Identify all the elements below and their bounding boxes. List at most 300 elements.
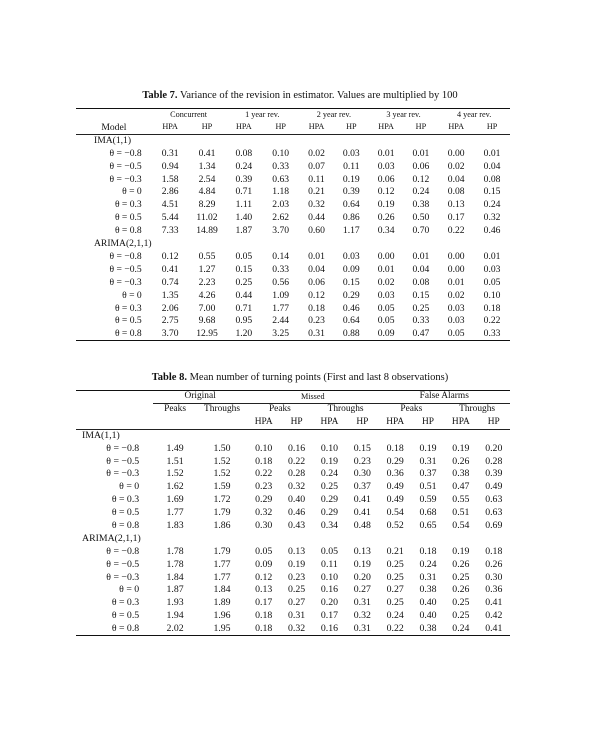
- table8-cell: 0.16: [320, 584, 339, 596]
- table7-cell: 0.03: [483, 263, 501, 275]
- table-row: [76, 468, 510, 481]
- table8-cell: 1.93: [166, 597, 184, 609]
- table8-cell: 1.72: [213, 494, 231, 506]
- table8-cell: 0.40: [419, 597, 437, 609]
- table8-title: Mean number of turning points (First and last 8 observations): [189, 372, 449, 383]
- table7-sub-header: HP: [346, 122, 357, 132]
- table-row: [76, 507, 510, 520]
- table8-cell: 0.68: [419, 507, 437, 519]
- table8-mid-header: Throughs: [327, 404, 364, 415]
- table7-cell: 1.20: [235, 328, 253, 340]
- table8-cell: 0.29: [320, 507, 339, 519]
- table8-cell: 0.47: [452, 481, 470, 493]
- table7-theta-label: θ = 0.8: [114, 328, 142, 340]
- table7-cell: 0.03: [447, 302, 465, 314]
- table8-cell: 1.51: [166, 455, 184, 467]
- table8-cell: 0.10: [255, 442, 273, 454]
- table8-sub-header: HP: [290, 416, 303, 427]
- table8-cell: 1.94: [166, 610, 184, 622]
- table8-cell: 0.16: [288, 442, 306, 454]
- table8-cell: 0.22: [386, 622, 404, 634]
- table7-cell: 0.02: [447, 160, 465, 172]
- table7-cell: 2.06: [161, 302, 179, 314]
- table7-theta-label: θ = 0.5: [114, 212, 142, 224]
- table8-cell: 0.18: [386, 442, 404, 454]
- table7-cell: 0.15: [483, 186, 501, 198]
- table7-sub-header: HPA: [236, 122, 252, 132]
- table7-cell: 2.03: [272, 199, 290, 211]
- table-row: [76, 481, 510, 494]
- table-row: [76, 519, 510, 532]
- table8-sub-header: HPA: [386, 416, 405, 427]
- table7-theta-label: θ = −0.5: [109, 263, 142, 275]
- table8-cell: 1.77: [166, 507, 184, 519]
- table8-theta-label: θ = −0.5: [106, 558, 140, 570]
- table-row: [76, 442, 510, 455]
- table7-cell: 0.08: [483, 173, 501, 185]
- table7-cell: 0.55: [198, 250, 216, 262]
- table8-cell: 0.31: [288, 610, 306, 622]
- table7-cell: 0.12: [377, 186, 395, 198]
- table8-cell: 1.52: [166, 468, 184, 480]
- table7-label: Table 7.: [142, 90, 178, 101]
- table7-cell: 0.12: [308, 289, 325, 301]
- table7-group-row: [76, 237, 510, 250]
- table7-cell: 0.00: [377, 250, 395, 262]
- table-row: [76, 455, 510, 468]
- table8-cell: 0.38: [419, 584, 437, 596]
- table8-model-label: ARIMA(2,1,1): [82, 532, 141, 544]
- table7-cell: 0.02: [377, 276, 395, 288]
- table7-cell: 0.29: [342, 289, 360, 301]
- table8-cell: 0.19: [288, 558, 306, 570]
- table8-cell: 0.19: [320, 455, 339, 467]
- table8-cell: 0.31: [419, 455, 437, 467]
- table7-cell: 0.41: [198, 147, 216, 159]
- table8-cell: 0.30: [485, 571, 503, 583]
- table7-cell: 7.00: [198, 302, 216, 314]
- table7-group-header: Concurrent: [170, 110, 207, 120]
- table7-group-header: 3 year rev.: [386, 110, 421, 120]
- table8-theta-label: θ = −0.3: [106, 468, 140, 480]
- table8-theta-label: θ = 0: [119, 481, 140, 493]
- table7-cell: 0.08: [447, 186, 465, 198]
- table8-cell: 0.36: [386, 468, 404, 480]
- table-row: [76, 597, 510, 610]
- table8-cell: 0.37: [419, 468, 437, 480]
- table7-group-row: [76, 134, 510, 147]
- table7-theta-label: θ = −0.8: [109, 250, 142, 262]
- table8: [76, 390, 510, 636]
- table7-cell: 0.56: [272, 276, 290, 288]
- table7-cell: 5.44: [161, 212, 179, 224]
- table7-cell: 0.33: [412, 315, 430, 327]
- table8-group-header: False Alarms: [378, 391, 510, 404]
- table8-cell: 1.89: [213, 597, 231, 609]
- table7-cell: 0.22: [447, 225, 465, 237]
- table8-cell: 1.52: [213, 468, 231, 480]
- table-row: [76, 610, 510, 623]
- table8-cell: 0.40: [419, 610, 437, 622]
- table8-cell: 0.11: [321, 558, 338, 570]
- table8-cell: 0.09: [255, 558, 273, 570]
- table7-cell: 12.95: [196, 328, 218, 340]
- table8-cell: 0.55: [452, 494, 470, 506]
- table7-cell: 0.03: [342, 250, 360, 262]
- table7: [76, 108, 510, 341]
- table7-cell: 0.09: [377, 328, 395, 340]
- table7-cell: 0.01: [412, 147, 430, 159]
- table-row: [76, 328, 510, 341]
- table7-cell: 0.08: [235, 147, 253, 159]
- table8-cell: 1.78: [166, 558, 184, 570]
- table8-cell: 0.24: [419, 558, 437, 570]
- table8-cell: 1.86: [213, 519, 231, 531]
- table8-cell: 1.49: [166, 442, 184, 454]
- table7-theta-label: θ = −0.3: [109, 173, 142, 185]
- table7-cell: 0.64: [342, 199, 360, 211]
- table7-model-label: ARIMA(2,1,1): [94, 238, 152, 250]
- table8-sub-header: HP: [487, 416, 500, 427]
- table7-cell: 4.84: [198, 186, 216, 198]
- table7-cell: 4.26: [198, 289, 216, 301]
- table8-cell: 1.69: [166, 494, 184, 506]
- table7-cell: 0.63: [272, 173, 290, 185]
- table8-cell: 0.18: [485, 545, 503, 557]
- table7-cell: 2.75: [161, 315, 179, 327]
- table8-group-row: [76, 532, 510, 545]
- table7-cell: 1.35: [161, 289, 179, 301]
- table8-cell: 0.25: [452, 610, 470, 622]
- table8-theta-label: θ = −0.5: [106, 455, 140, 467]
- table8-cell: 0.23: [288, 571, 306, 583]
- table7-cell: 0.94: [161, 160, 179, 172]
- table8-mid-header: Throughs: [204, 404, 240, 415]
- table7-sub-header: HPA: [308, 122, 325, 132]
- table8-cell: 0.25: [386, 571, 404, 583]
- table7-theta-label: θ = −0.3: [109, 276, 142, 288]
- table-row: [76, 186, 510, 199]
- table-row: [76, 250, 510, 263]
- table7-title: Variance of the revision in estimator. Values are multiplied by 100: [179, 90, 458, 101]
- table7-cell: 0.05: [377, 302, 395, 314]
- table8-cell: 0.18: [255, 610, 273, 622]
- table7-cell: 0.31: [308, 328, 325, 340]
- table8-cell: 1.79: [213, 545, 231, 557]
- table7-sub-header: HPA: [448, 122, 465, 132]
- table-row: [76, 225, 510, 238]
- table7-cell: 0.00: [447, 250, 465, 262]
- table-row: [76, 623, 510, 636]
- table8-cell: 0.54: [386, 507, 404, 519]
- table8-cell: 0.13: [353, 545, 371, 557]
- table8-mid-header: Peaks: [268, 404, 291, 415]
- table8-cell: 0.51: [419, 481, 437, 493]
- table8-cell: 0.41: [485, 597, 503, 609]
- table8-theta-label: θ = 0.8: [111, 622, 140, 634]
- table8-cell: 0.37: [353, 481, 371, 493]
- table7-cell: 1.87: [235, 225, 253, 237]
- table8-cell: 1.79: [213, 507, 231, 519]
- table8-cell: 1.83: [166, 519, 184, 531]
- table7-cell: 0.14: [272, 250, 290, 262]
- table8-group-row: [76, 429, 510, 442]
- table8-cell: 0.43: [288, 519, 306, 531]
- table7-cell: 0.44: [308, 212, 325, 224]
- table7-cell: 2.44: [272, 315, 290, 327]
- table7-cell: 1.09: [272, 289, 290, 301]
- table-row: [76, 494, 510, 507]
- table8-cell: 0.49: [485, 481, 503, 493]
- table7-cell: 0.15: [342, 276, 360, 288]
- table7-cell: 0.06: [377, 173, 395, 185]
- table8-cell: 0.40: [288, 494, 306, 506]
- table7-cell: 0.06: [308, 276, 325, 288]
- table8-theta-label: θ = 0.5: [111, 507, 140, 519]
- table7-cell: 0.22: [483, 315, 501, 327]
- table8-cell: 0.23: [255, 481, 273, 493]
- table8-cell: 0.20: [320, 597, 339, 609]
- table7-cell: 0.64: [342, 315, 360, 327]
- table8-cell: 0.25: [386, 558, 404, 570]
- table8-cell: 0.49: [386, 494, 404, 506]
- table8-cell: 0.31: [353, 622, 371, 634]
- table7-cell: 0.21: [308, 186, 325, 198]
- table7-cell: 0.71: [235, 302, 253, 314]
- table8-theta-label: θ = 0.8: [111, 519, 140, 531]
- table8-model-label: IMA(1,1): [82, 429, 120, 441]
- table7-sub-header: HP: [275, 122, 286, 132]
- table7-cell: 0.01: [308, 250, 325, 262]
- table8-cell: 0.51: [452, 507, 470, 519]
- table8-sub-header: HP: [356, 416, 369, 427]
- table-row: [76, 571, 510, 584]
- table7-cell: 0.18: [483, 302, 501, 314]
- table7-theta-label: θ = 0.5: [114, 315, 142, 327]
- table8-cell: 0.19: [419, 442, 437, 454]
- table8-cell: 0.22: [255, 468, 273, 480]
- table8-cell: 0.22: [288, 455, 306, 467]
- table7-cell: 0.11: [343, 160, 360, 172]
- table8-cell: 0.26: [452, 558, 470, 570]
- table8-caption: [0, 372, 600, 383]
- table7-theta-label: θ = 0.8: [114, 225, 142, 237]
- table8-cell: 0.41: [353, 494, 371, 506]
- table8-cell: 2.02: [166, 622, 184, 634]
- table7-group-header: 2 year rev.: [316, 110, 352, 120]
- table8-cell: 0.27: [288, 597, 306, 609]
- table8-cell: 0.25: [452, 597, 470, 609]
- table7-sub-header: HPA: [162, 122, 178, 132]
- table8-cell: 0.36: [485, 584, 503, 596]
- table7-cell: 0.05: [377, 315, 395, 327]
- table8-cell: 0.26: [485, 558, 503, 570]
- table8-cell: 0.52: [386, 519, 404, 531]
- table8-sub-header: HPA: [451, 416, 470, 427]
- table7-cell: 0.02: [447, 289, 465, 301]
- table7-cell: 0.03: [342, 147, 360, 159]
- table7-theta-label: θ = 0.3: [114, 199, 142, 211]
- table7-cell: 0.33: [272, 263, 290, 275]
- table8-cell: 0.46: [288, 507, 306, 519]
- table7-sub-header: HP: [486, 122, 498, 132]
- table7-cell: 0.07: [308, 160, 325, 172]
- table8-cell: 1.59: [213, 481, 231, 493]
- table8-cell: 0.10: [320, 442, 339, 454]
- table7-cell: 1.34: [198, 160, 216, 172]
- table7-cell: 0.00: [447, 263, 465, 275]
- table7-cell: 0.03: [377, 289, 395, 301]
- table7-cell: 0.01: [483, 147, 501, 159]
- table7-cell: 0.04: [412, 263, 430, 275]
- table-row: [76, 160, 510, 173]
- table8-cell: 1.84: [166, 571, 184, 583]
- table8-cell: 0.20: [353, 571, 371, 583]
- table7-cell: 0.34: [377, 225, 395, 237]
- table8-cell: 0.24: [320, 468, 339, 480]
- table-row: [76, 302, 510, 315]
- table7-cell: 0.26: [377, 212, 395, 224]
- table-row: [76, 173, 510, 186]
- table8-cell: 0.26: [452, 455, 470, 467]
- table7-sub-header: HP: [415, 122, 427, 132]
- table-row: [76, 289, 510, 302]
- table7-cell: 0.04: [447, 173, 465, 185]
- table8-cell: 0.19: [452, 442, 470, 454]
- table7-cell: 3.70: [272, 225, 290, 237]
- table8-cell: 0.26: [452, 584, 470, 596]
- table8-cell: 1.87: [166, 584, 184, 596]
- table8-sub-header: HP: [422, 416, 435, 427]
- table7-cell: 0.02: [308, 147, 325, 159]
- table7-cell: 0.25: [412, 302, 430, 314]
- table7-caption: [0, 90, 600, 101]
- table8-cell: 0.29: [320, 494, 339, 506]
- table8-cell: 0.18: [255, 455, 273, 467]
- table7-cell: 0.19: [377, 199, 395, 211]
- table7-cell: 9.68: [198, 315, 216, 327]
- table8-theta-label: θ = −0.8: [106, 442, 140, 454]
- table8-cell: 0.27: [386, 584, 404, 596]
- table7-cell: 0.18: [308, 302, 325, 314]
- table7-cell: 7.33: [161, 225, 179, 237]
- table7-cell: 0.19: [342, 173, 360, 185]
- table7-cell: 0.11: [308, 173, 325, 185]
- table7-cell: 0.05: [235, 250, 253, 262]
- table7-cell: 0.46: [342, 302, 360, 314]
- table7-cell: 4.51: [161, 199, 179, 211]
- table8-theta-label: θ = 0.3: [111, 494, 140, 506]
- table7-cell: 1.17: [342, 225, 360, 237]
- table8-cell: 0.34: [320, 519, 339, 531]
- table7-cell: 1.58: [161, 173, 179, 185]
- table8-cell: 0.32: [288, 481, 306, 493]
- table8-cell: 0.30: [353, 468, 371, 480]
- table8-cell: 0.21: [386, 545, 404, 557]
- table7-group-header: 1 year rev.: [245, 110, 280, 120]
- table8-cell: 0.63: [485, 494, 503, 506]
- table7-sub-header: HP: [201, 122, 213, 132]
- table8-cell: 0.48: [353, 519, 371, 531]
- table7-cell: 0.01: [377, 147, 395, 159]
- table8-cell: 0.30: [255, 519, 273, 531]
- table7-cell: 0.01: [412, 250, 430, 262]
- table8-cell: 0.41: [485, 622, 503, 634]
- table8-cell: 0.25: [452, 571, 470, 583]
- table8-cell: 0.39: [485, 468, 503, 480]
- table7-cell: 0.95: [235, 315, 253, 327]
- table8-cell: 0.32: [288, 622, 306, 634]
- table7-cell: 2.54: [198, 173, 216, 185]
- table7-cell: 0.46: [483, 225, 501, 237]
- table8-theta-label: θ = 0: [119, 584, 140, 596]
- table8-cell: 1.50: [213, 442, 231, 454]
- table7-group-header: 4 year rev.: [457, 110, 492, 120]
- table8-cell: 0.25: [288, 584, 306, 596]
- table8-theta-label: θ = −0.3: [106, 571, 140, 583]
- table7-cell: 0.47: [412, 328, 430, 340]
- table8-cell: 0.32: [255, 507, 273, 519]
- table-row: [76, 199, 510, 212]
- table7-cell: 2.23: [198, 276, 216, 288]
- table7-cell: 2.86: [161, 186, 179, 198]
- table7-cell: 0.01: [483, 250, 501, 262]
- table8-cell: 1.52: [213, 455, 231, 467]
- table7-cell: 0.15: [412, 289, 430, 301]
- table8-sub-header: HPA: [254, 416, 273, 427]
- table8-cell: 1.96: [213, 610, 231, 622]
- table8-cell: 0.05: [255, 545, 273, 557]
- table7-cell: 11.02: [196, 212, 218, 224]
- table7-cell: 0.05: [447, 328, 465, 340]
- table8-cell: 0.19: [353, 558, 371, 570]
- table8-cell: 0.31: [353, 597, 371, 609]
- table8-cell: 0.32: [353, 610, 371, 622]
- table7-cell: 0.71: [235, 186, 253, 198]
- table7-cell: 0.01: [377, 263, 395, 275]
- table-row: [76, 315, 510, 328]
- table-row: [76, 147, 510, 160]
- table7-cell: 0.12: [161, 250, 179, 262]
- table7-cell: 1.27: [198, 263, 216, 275]
- table7-theta-label: θ = −0.8: [109, 147, 142, 159]
- table7-cell: 0.00: [447, 147, 465, 159]
- table7-cell: 0.38: [412, 199, 430, 211]
- table7-theta-label: θ = 0: [122, 186, 142, 198]
- table7-cell: 0.10: [272, 147, 290, 159]
- table8-theta-label: θ = 0.5: [111, 610, 140, 622]
- table7-theta-label: θ = 0: [122, 289, 142, 301]
- table7-cell: 3.25: [272, 328, 290, 340]
- table7-cell: 0.03: [377, 160, 395, 172]
- table8-cell: 0.41: [353, 507, 371, 519]
- table8-cell: 0.65: [419, 519, 437, 531]
- table7-cell: 0.04: [483, 160, 501, 172]
- table7-cell: 0.74: [161, 276, 179, 288]
- table8-cell: 0.16: [320, 622, 339, 634]
- table7-cell: 0.88: [342, 328, 360, 340]
- table7-cell: 0.23: [308, 315, 325, 327]
- table8-cell: 0.59: [419, 494, 437, 506]
- table7-cell: 1.18: [272, 186, 290, 198]
- table7-cell: 14.89: [196, 225, 218, 237]
- table8-cell: 0.18: [419, 545, 437, 557]
- table7-cell: 0.86: [342, 212, 360, 224]
- table-row: [76, 545, 510, 558]
- table8-cell: 0.20: [485, 442, 503, 454]
- table7-cell: 3.70: [161, 328, 179, 340]
- table7-cell: 0.12: [412, 173, 430, 185]
